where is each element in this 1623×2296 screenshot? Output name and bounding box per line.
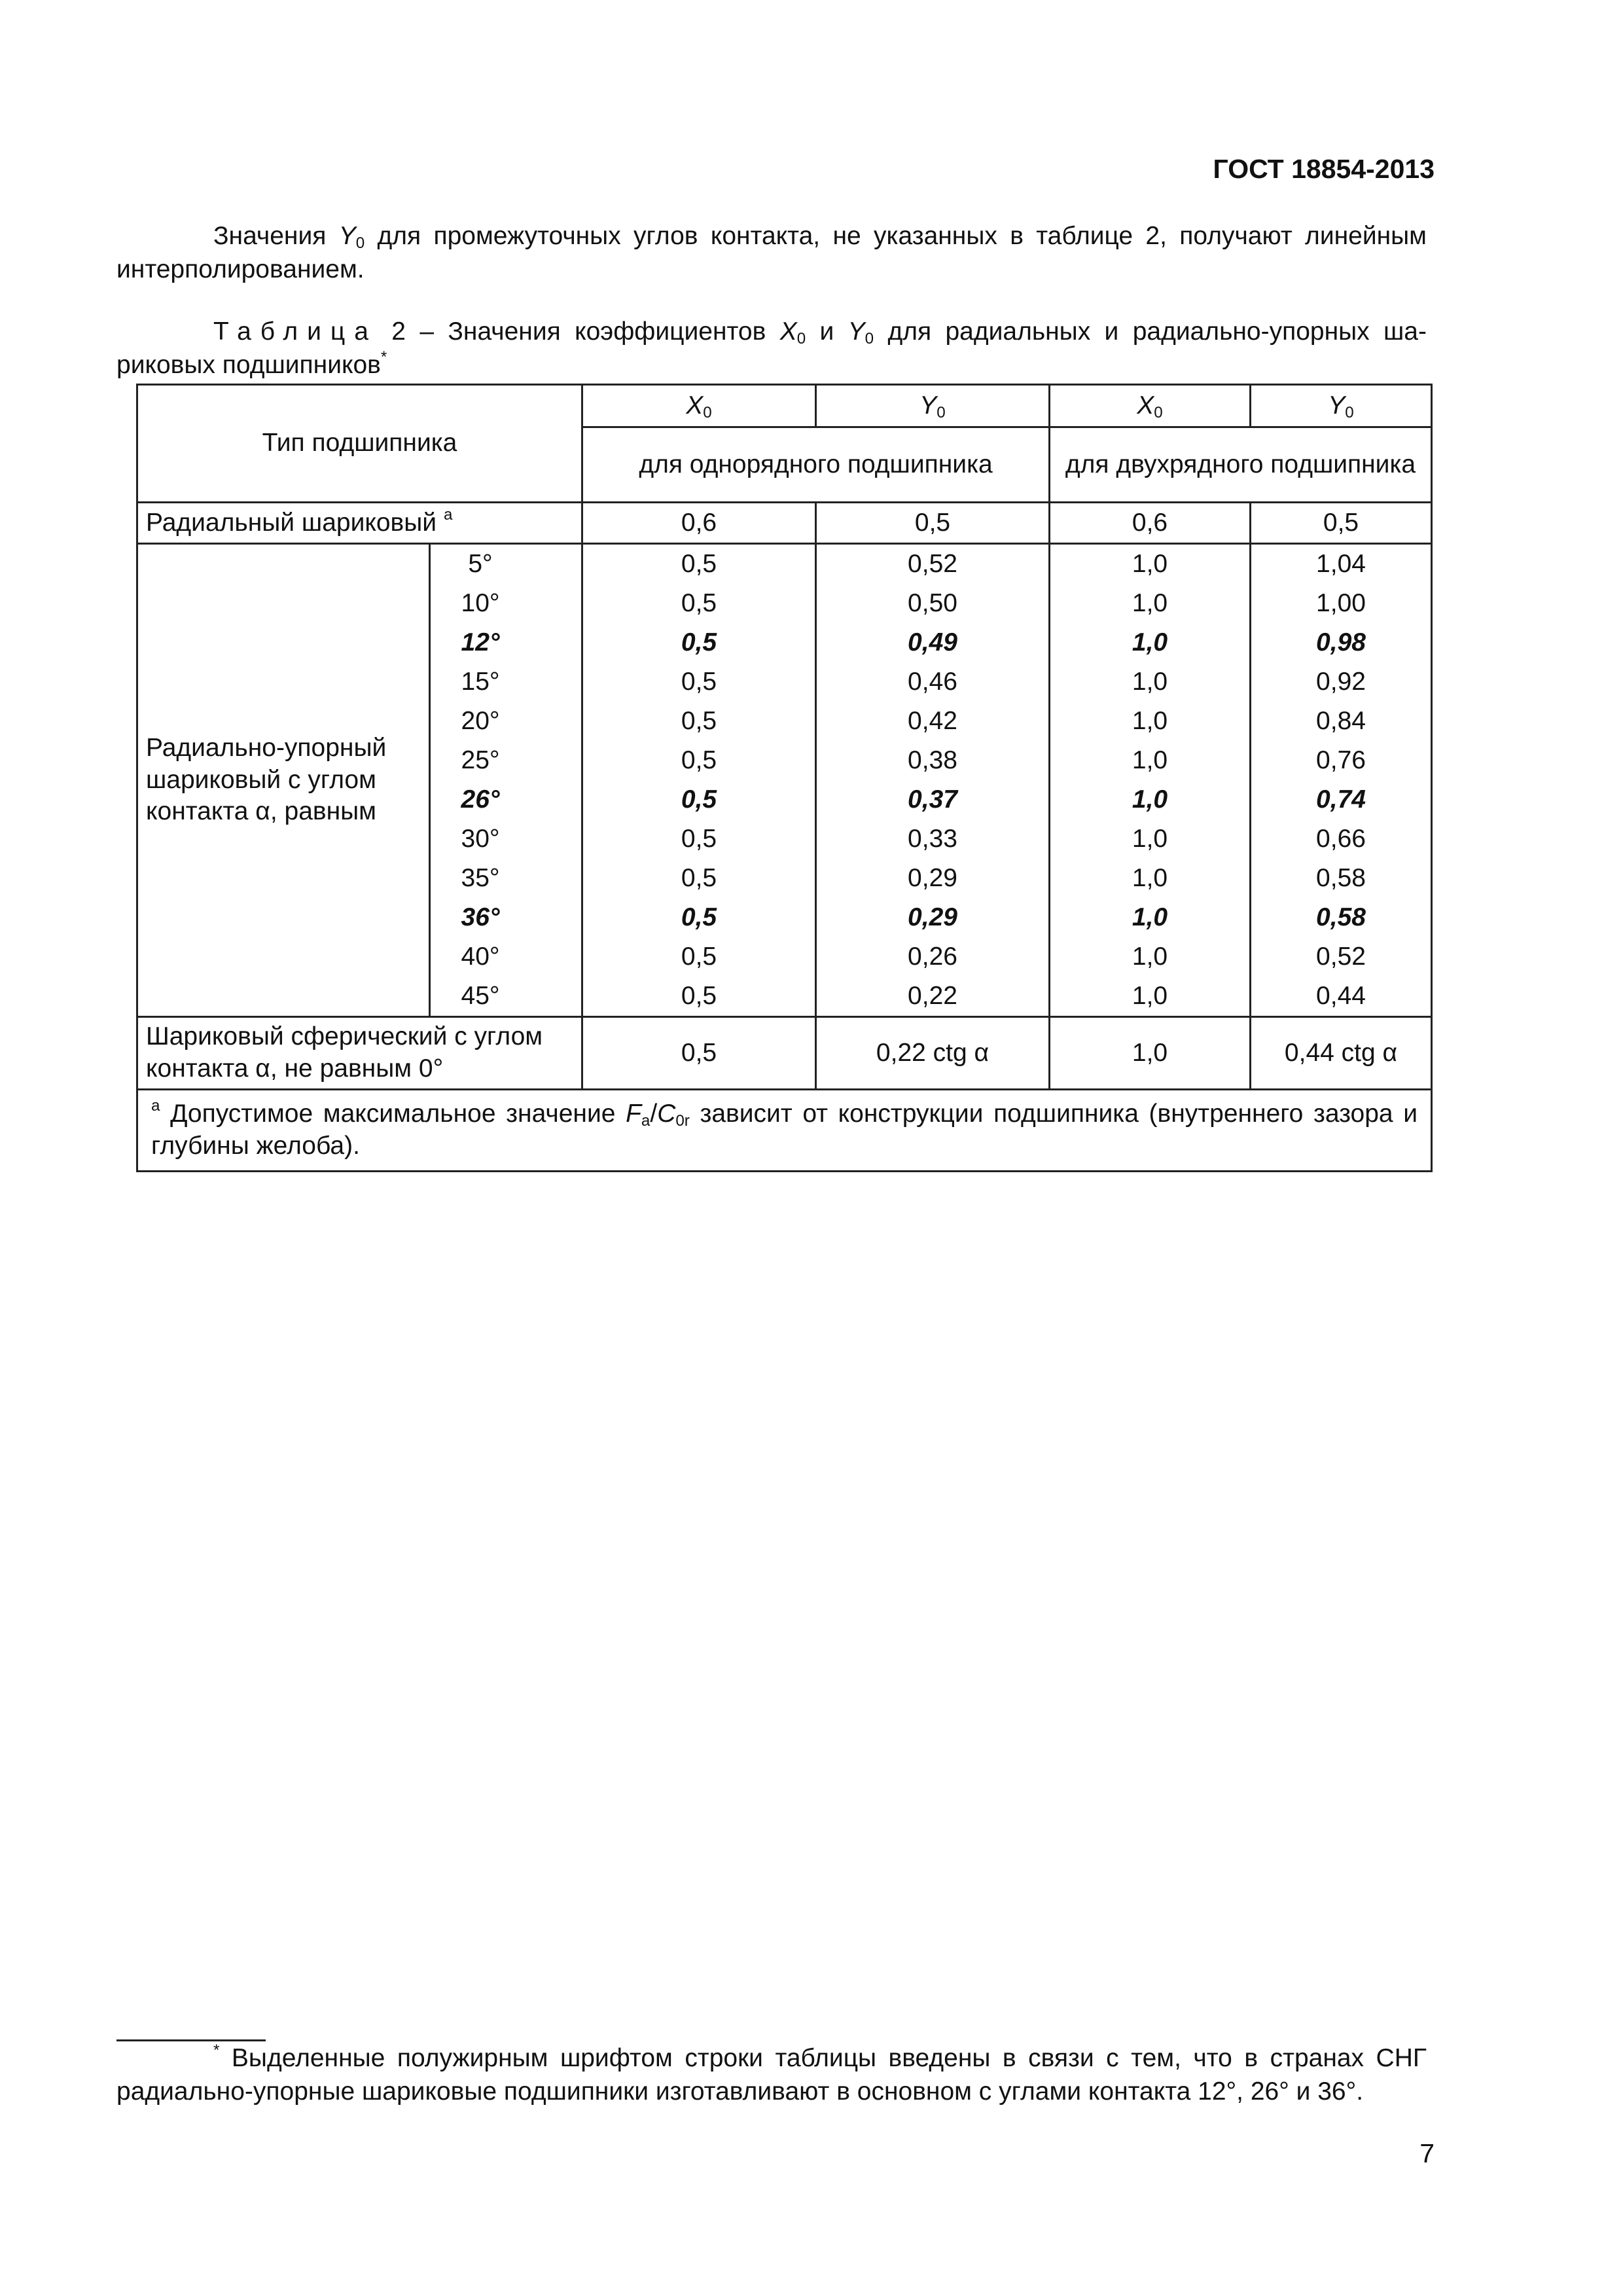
table-cell: 1,0 bbox=[1050, 584, 1251, 623]
table-caption-label: Таблица bbox=[213, 317, 378, 346]
table-cell: 0,5 bbox=[582, 898, 816, 937]
table-cell: 0,42 bbox=[816, 702, 1050, 741]
column-header-y0-single: $Y_0$ bbox=[816, 385, 1050, 427]
table-cell: 0,49 bbox=[816, 623, 1050, 662]
table-cell: 0,5 bbox=[582, 977, 816, 1017]
bearing-type-angular-contact: Радиально-упорный шариковый с углом контакта α, равным bbox=[137, 544, 430, 1017]
contact-angle-cell: 20° bbox=[430, 702, 582, 741]
column-header-y0-double: $Y_0$ bbox=[1251, 385, 1432, 427]
table-cell: 0,50 bbox=[816, 584, 1050, 623]
footnote-separator bbox=[116, 2039, 266, 2041]
group-header-single-row: для однорядного подшипника bbox=[582, 427, 1050, 503]
table-cell: 0,92 bbox=[1251, 662, 1432, 702]
table-cell: 0,37 bbox=[816, 780, 1050, 819]
table-cell: 1,00 bbox=[1251, 584, 1432, 623]
contact-angle-cell: 12° bbox=[430, 623, 582, 662]
table-cell: 1,0 bbox=[1050, 977, 1251, 1017]
contact-angle-cell: 25° bbox=[430, 741, 582, 780]
table-cell: 0,5 bbox=[582, 1017, 816, 1090]
table-cell: 1,0 bbox=[1050, 544, 1251, 584]
table-cell: 1,0 bbox=[1050, 780, 1251, 819]
table-cell: 0,98 bbox=[1251, 623, 1432, 662]
bearing-type-radial: Радиальный шариковый $^а$ bbox=[137, 503, 582, 544]
contact-angle-cell: 35° bbox=[430, 859, 582, 898]
table-cell: 0,84 bbox=[1251, 702, 1432, 741]
table-cell: 0,52 bbox=[816, 544, 1050, 584]
table-cell: 0,5 bbox=[816, 503, 1050, 544]
table-row-angle bbox=[137, 544, 1432, 584]
table-cell: 1,04 bbox=[1251, 544, 1432, 584]
coefficients-table bbox=[136, 384, 1433, 1172]
table-footnote: $^а$ Допустимое максимальное значение $F_a/C_{0r}$ зависит от конструкции подшипника (внутреннего зазора и глубины желоба). bbox=[137, 1090, 1432, 1172]
table-cell: 0,33 bbox=[816, 819, 1050, 859]
table-cell: 0,5 bbox=[582, 741, 816, 780]
table-footnote-row bbox=[137, 1090, 1432, 1172]
table-cell: 0,44 bbox=[1251, 977, 1432, 1017]
document-number: ГОСТ 18854-2013 bbox=[1213, 154, 1435, 184]
contact-angle-cell: 10° bbox=[430, 584, 582, 623]
table-cell: 0,22 bbox=[816, 977, 1050, 1017]
table-cell: 1,0 bbox=[1050, 623, 1251, 662]
table-cell: 0,5 bbox=[582, 544, 816, 584]
table-cell: 0,5 bbox=[582, 859, 816, 898]
contact-angle-cell: 5° bbox=[430, 544, 582, 584]
contact-angle-cell: 45° bbox=[430, 977, 582, 1017]
table-cell: 0,5 bbox=[582, 937, 816, 977]
table-cell: 1,0 bbox=[1050, 859, 1251, 898]
table-cell: 0,5 bbox=[582, 819, 816, 859]
table-cell: 0,5 bbox=[582, 584, 816, 623]
table-cell: 0,22 ctg α bbox=[816, 1017, 1050, 1090]
table-cell: 0,76 bbox=[1251, 741, 1432, 780]
table-cell: 0,66 bbox=[1251, 819, 1432, 859]
table-cell: 0,5 bbox=[582, 623, 816, 662]
table-cell: 1,0 bbox=[1050, 1017, 1251, 1090]
page-number: 7 bbox=[1419, 2138, 1435, 2168]
angular-contact-rows bbox=[137, 544, 1432, 1017]
table-cell: 0,29 bbox=[816, 898, 1050, 937]
table-cell: 1,0 bbox=[1050, 662, 1251, 702]
table-cell: 0,29 bbox=[816, 859, 1050, 898]
table-cell: 0,5 bbox=[582, 780, 816, 819]
contact-angle-cell: 36° bbox=[430, 898, 582, 937]
intro-paragraph: Значения $Y_0$ для промежуточных углов контакта, не указанных в таблице 2, получают линейным интерполированием. bbox=[116, 222, 1427, 283]
table-cell: 0,58 bbox=[1251, 898, 1432, 937]
column-header-x0-single: $X_0$ bbox=[582, 385, 816, 427]
column-header-x0-double: $X_0$ bbox=[1050, 385, 1251, 427]
table-cell: 1,0 bbox=[1050, 937, 1251, 977]
table-cell: 0,6 bbox=[1050, 503, 1251, 544]
table-cell: 0,74 bbox=[1251, 780, 1432, 819]
bearing-type-spherical: Шариковый сферический с углом контакта α, не равным 0° bbox=[137, 1017, 582, 1090]
table-cell: 1,0 bbox=[1050, 819, 1251, 859]
contact-angle-cell: 40° bbox=[430, 937, 582, 977]
table-cell: 0,38 bbox=[816, 741, 1050, 780]
table-cell: 0,6 bbox=[582, 503, 816, 544]
table-cell: 1,0 bbox=[1050, 898, 1251, 937]
page-footnote: * Выделенные полужирным шрифтом строки таблицы введены в связи с тем, что в странах СНГ радиально-упорные шариковые подшипники изготавливают в основном с углами контакта 12°, 26° и 36°. bbox=[116, 2041, 1427, 2106]
table-cell: 0,52 bbox=[1251, 937, 1432, 977]
table-cell: 0,44 ctg α bbox=[1251, 1017, 1432, 1090]
table-cell: 0,5 bbox=[582, 702, 816, 741]
table-cell: 1,0 bbox=[1050, 702, 1251, 741]
table-header-row bbox=[137, 385, 1432, 427]
table-caption-number: 2 bbox=[391, 317, 406, 346]
table-row-radial bbox=[137, 503, 1432, 544]
table-cell: 0,5 bbox=[582, 662, 816, 702]
table-cell: 0,5 bbox=[1251, 503, 1432, 544]
contact-angle-cell: 15° bbox=[430, 662, 582, 702]
table-cell: 0,58 bbox=[1251, 859, 1432, 898]
table-cell: 0,26 bbox=[816, 937, 1050, 977]
table-row-spherical bbox=[137, 1017, 1432, 1090]
contact-angle-cell: 30° bbox=[430, 819, 582, 859]
type-column-header: Тип подшипника bbox=[137, 385, 582, 503]
table-cell: 0,46 bbox=[816, 662, 1050, 702]
table-caption: Таблица 2 – Значения коэффициентов $X_0$ и $Y_0$ для радиальных и радиально-упорных шариковых подшипников* bbox=[116, 317, 1427, 379]
group-header-double-row: для двухрядного подшипника bbox=[1050, 427, 1432, 503]
footnote-marker: * bbox=[380, 348, 387, 366]
table-cell: 1,0 bbox=[1050, 741, 1251, 780]
contact-angle-cell: 26° bbox=[430, 780, 582, 819]
